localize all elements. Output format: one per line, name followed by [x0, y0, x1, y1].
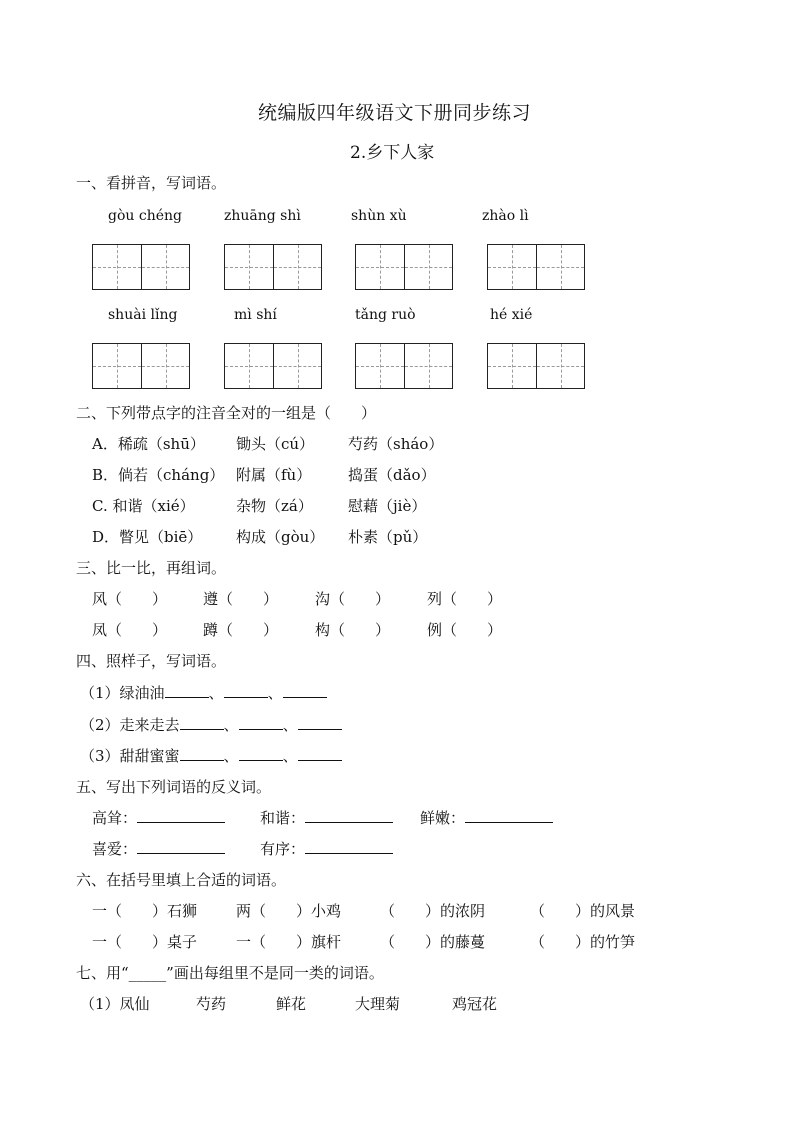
option-c-3: 慰藉（jiè） — [348, 497, 427, 515]
answer-blank[interactable] — [239, 715, 283, 730]
classify-word: 鲜花 — [276, 995, 307, 1013]
writing-grid-1[interactable] — [92, 244, 190, 290]
antonym-item — [260, 807, 393, 828]
classify-word: 芍药 — [196, 995, 227, 1013]
writing-grid-7[interactable] — [355, 343, 453, 389]
antonym-item — [92, 807, 225, 828]
section-7-heading: 七、用“_____”画出每组里不是同一类的词语。 — [76, 964, 384, 982]
separator: 、 — [282, 747, 298, 765]
option-c-1: C. 和谐（xié） — [92, 497, 195, 515]
writing-grid-2[interactable] — [224, 244, 322, 290]
section-4-heading: 四、照样子，写词语。 — [76, 652, 227, 670]
separator: 、 — [208, 684, 224, 702]
antonym-word: 喜爱： — [92, 840, 138, 858]
pinyin-6: mì shí — [234, 307, 277, 323]
option-d-3: 朴素（pǔ） — [348, 528, 428, 546]
writing-grid-6[interactable] — [224, 343, 322, 389]
writing-grid-8[interactable] — [487, 343, 585, 389]
writing-grid-4[interactable] — [487, 244, 585, 290]
classify-word: 大理菊 — [355, 995, 401, 1013]
fill-item: 一（ ）石狮 — [92, 902, 198, 920]
answer-blank[interactable] — [239, 746, 283, 761]
fill-item: （ ）的风景 — [530, 902, 636, 920]
pattern-example: （1）绿油油 — [80, 684, 165, 702]
fill-item: 两（ ）小鸡 — [236, 902, 342, 920]
antonym-item — [420, 807, 553, 828]
compare-item: 例（ ） — [427, 621, 503, 639]
antonym-word: 有序： — [260, 840, 306, 858]
option-b-2: 附属（fù） — [236, 466, 312, 484]
fill-item: （ ）的藤蔓 — [380, 933, 486, 951]
section-2-heading: 二、下列带点字的注音全对的一组是（ ） — [76, 404, 377, 422]
compare-item: 列（ ） — [427, 590, 503, 608]
section-6-heading: 六、在括号里填上合适的词语。 — [76, 871, 287, 889]
answer-blank[interactable] — [298, 746, 342, 761]
lesson-subtitle: 2.乡下人家 — [350, 143, 435, 163]
compare-item: 构（ ） — [315, 621, 391, 639]
option-c-2: 杂物（zá） — [236, 497, 313, 515]
answer-blank[interactable] — [180, 715, 224, 730]
compare-item: 沟（ ） — [315, 590, 391, 608]
fill-item: 一（ ）桌子 — [92, 933, 198, 951]
separator: 、 — [223, 747, 239, 765]
pinyin-7: tǎng ruò — [355, 307, 416, 323]
pattern-row-2 — [80, 714, 342, 735]
antonym-blank[interactable] — [137, 839, 225, 854]
pinyin-5: shuài lǐng — [108, 307, 178, 323]
pattern-example: （3）甜甜蜜蜜 — [80, 747, 180, 765]
pinyin-8: hé xié — [490, 307, 533, 323]
fill-item: （ ）的竹笋 — [530, 933, 636, 951]
pattern-row-3 — [80, 745, 342, 766]
option-b-3: 捣蛋（dǎo） — [348, 466, 436, 484]
pattern-row-1 — [80, 682, 327, 703]
section-1-heading: 一、看拼音，写词语。 — [76, 174, 227, 192]
option-d-2: 构成（gòu） — [236, 528, 325, 546]
section-5-heading: 五、写出下列词语的反义词。 — [76, 778, 272, 796]
separator: 、 — [267, 684, 283, 702]
answer-blank[interactable] — [283, 683, 327, 698]
classify-word: 鸡冠花 — [452, 995, 498, 1013]
antonym-blank[interactable] — [305, 808, 393, 823]
pinyin-4: zhào lì — [482, 208, 529, 224]
option-b-1: B．倘若（cháng） — [92, 466, 225, 484]
page-title: 统编版四年级语文下册同步练习 — [258, 102, 532, 124]
compare-item: 遵（ ） — [203, 590, 279, 608]
antonym-word: 高耸： — [92, 809, 138, 827]
answer-blank[interactable] — [180, 746, 224, 761]
writing-grid-3[interactable] — [355, 244, 453, 290]
fill-item: 一（ ）旗杆 — [236, 933, 342, 951]
antonym-blank[interactable] — [465, 808, 553, 823]
option-a-2: 锄头（cú） — [236, 435, 315, 453]
answer-blank[interactable] — [298, 715, 342, 730]
answer-blank[interactable] — [165, 683, 209, 698]
option-a-3: 芍药（sháo） — [348, 435, 444, 453]
antonym-blank[interactable] — [305, 839, 393, 854]
classify-word: （1）凤仙 — [80, 995, 150, 1013]
pinyin-2: zhuāng shì — [224, 208, 301, 224]
section-3-heading: 三、比一比，再组词。 — [76, 559, 227, 577]
writing-grid-5[interactable] — [92, 343, 190, 389]
compare-item: 蹲（ ） — [203, 621, 279, 639]
answer-blank[interactable] — [224, 683, 268, 698]
fill-item: （ ）的浓阴 — [380, 902, 486, 920]
pattern-example: （2）走来走去 — [80, 716, 180, 734]
pinyin-3: shùn xù — [351, 208, 407, 224]
compare-item: 风（ ） — [92, 590, 168, 608]
separator: 、 — [282, 716, 298, 734]
separator: 、 — [223, 716, 239, 734]
antonym-blank[interactable] — [137, 808, 225, 823]
antonym-word: 和谐： — [260, 809, 306, 827]
antonym-item — [260, 838, 393, 859]
compare-item: 凤（ ） — [92, 621, 168, 639]
antonym-item — [92, 838, 225, 859]
pinyin-1: gòu chéng — [108, 208, 182, 224]
antonym-word: 鲜嫩： — [420, 809, 466, 827]
option-a-1: A．稀疏（shū） — [92, 435, 205, 453]
option-d-1: D．瞥见（biē） — [92, 528, 203, 546]
